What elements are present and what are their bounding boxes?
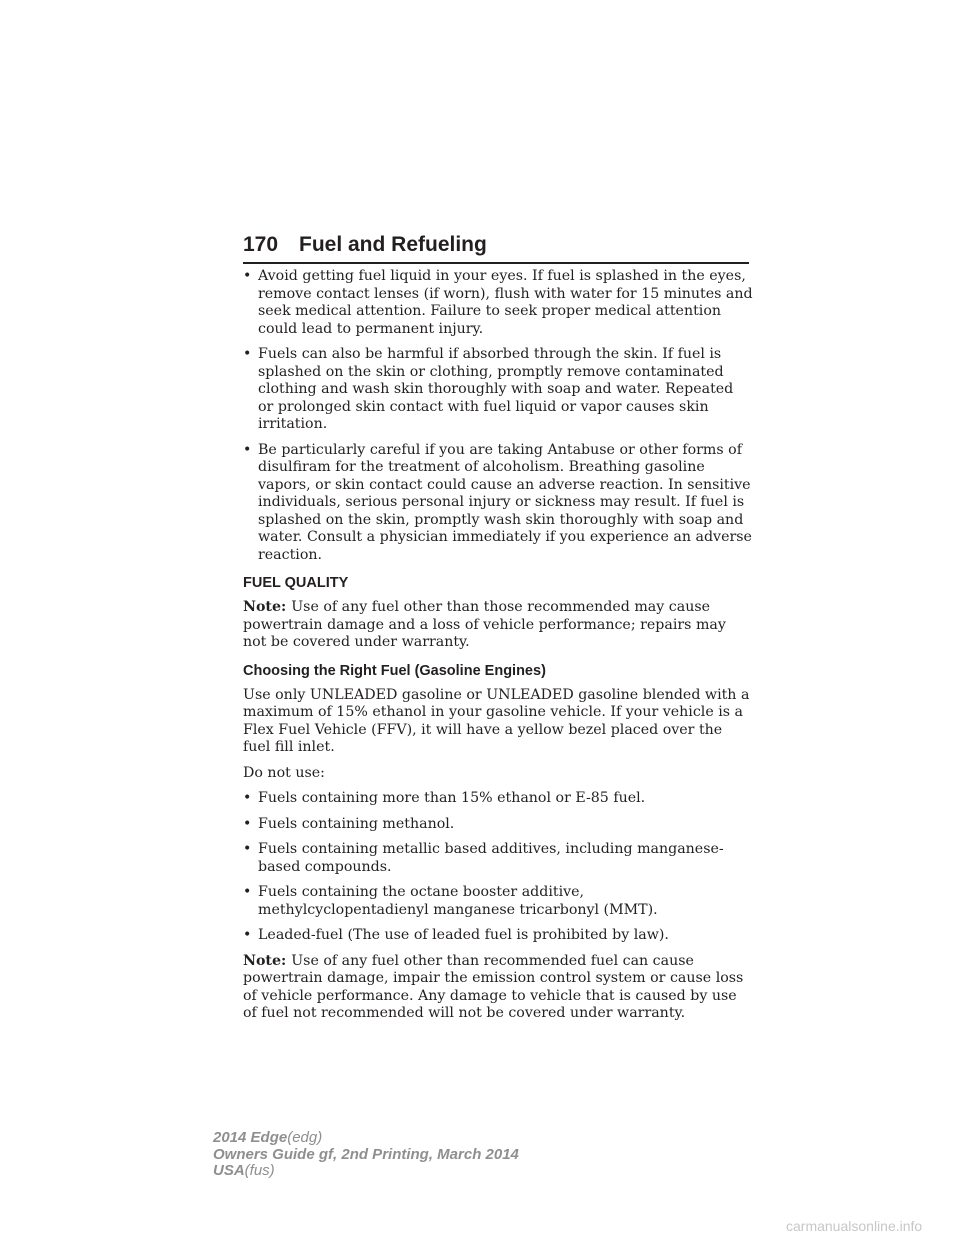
bullet-icon: • <box>243 441 252 458</box>
list-item-text: Fuels containing methanol. <box>258 815 455 832</box>
note-text: Use of any fuel other than those recommended may cause powertrain damage and a loss of vehicle performance; repairs may not be covered under warranty. <box>243 599 726 650</box>
page-content <box>243 268 753 1031</box>
safety-bullet-list <box>243 268 753 564</box>
list-item <box>243 816 753 834</box>
list-item <box>243 884 753 919</box>
list-item-text: Fuels can also be harmful if absorbed through the skin. If fuel is splashed on the skin or clothing, promptly remove contaminated clothing and wash skin thoroughly with soap and water. Repeated or prolonged skin contact with fuel liquid or vapor causes skin irritation. <box>258 346 734 432</box>
list-item <box>243 442 753 565</box>
list-item <box>243 927 753 945</box>
document-footer <box>213 1130 519 1180</box>
note-paragraph <box>243 599 753 652</box>
bullet-icon: • <box>243 268 252 284</box>
note-text: Use of any fuel other than recommended fuel can cause powertrain damage, impair the emission control system or cause loss of vehicle performance. Any damage to vehicle that is caused by use of fuel not recommended will not be covered under warranty. <box>243 952 744 1021</box>
list-item <box>243 841 753 876</box>
do-not-use-label: Do not use: <box>243 764 325 781</box>
page-number: 170 <box>243 233 279 256</box>
footer-market: USA <box>213 1162 245 1179</box>
list-item-text: Be particularly careful if you are taking Antabuse or other forms of disulfiram for the treatment of alcoholism. Breathing gasoline vapors, or skin contact could cause an adverse reaction. In sensitive individuals, serious personal injury or sickness may result. If fuel is splashed on the skin, promptly wash skin thoroughly with soap and water. Consult a physician immediately if you experience an adverse reaction. <box>258 441 752 563</box>
footer-market-line <box>213 1163 519 1180</box>
watermark: carmanualsonline.info <box>786 1218 923 1234</box>
note-paragraph <box>243 953 753 1023</box>
note-label: Note: <box>243 599 292 615</box>
page-title: Fuel and Refueling <box>299 233 487 256</box>
footer-model-line <box>213 1130 519 1147</box>
list-item <box>243 790 753 808</box>
bullet-icon: • <box>243 927 252 943</box>
bullet-icon: • <box>243 790 252 806</box>
list-item <box>243 268 753 338</box>
list-item-text: Fuels containing more than 15% ethanol or E-85 fuel. <box>258 790 646 806</box>
list-item <box>243 346 753 434</box>
footer-model: 2014 Edge <box>213 1129 288 1146</box>
list-item-text: Leaded-fuel (The use of leaded fuel is prohibited by law). <box>258 927 669 943</box>
section-heading-fuel-quality: FUEL QUALITY <box>243 575 349 591</box>
do-not-use-list <box>243 790 753 945</box>
page-header <box>243 232 749 264</box>
note-label: Note: <box>243 952 292 969</box>
bullet-icon: • <box>243 815 252 832</box>
bullet-icon: • <box>243 884 252 900</box>
footer-guide: Owners Guide gf, 2nd Printing, March 2014 <box>213 1145 519 1163</box>
bullet-icon: • <box>243 346 252 362</box>
list-item-text: Fuels containing the octane booster additive, methylcyclopentadienyl manganese tricarbonyl (MMT). <box>258 884 658 918</box>
footer-model-code: (edg) <box>287 1129 323 1146</box>
list-item-text: Avoid getting fuel liquid in your eyes. If fuel is splashed in the eyes, remove contact lenses (if worn), flush with water for 15 minutes and seek medical attention. Failure to seek proper medical attention could lead to permanent injury. <box>258 268 753 337</box>
section-heading-choosing-fuel: Choosing the Right Fuel (Gasoline Engines) <box>243 662 546 679</box>
bullet-icon: • <box>243 841 252 857</box>
footer-market-code: (fus) <box>244 1162 275 1179</box>
intro-paragraph: Use only UNLEADED gasoline or UNLEADED gasoline blended with a maximum of 15% ethanol in your gasoline vehicle. If your vehicle is a Flex Fuel Vehicle (FFV), it will have a yellow bezel placed over the fuel fill inlet. <box>243 686 750 755</box>
list-item-text: Fuels containing metallic based additives, including manganese-based compounds. <box>258 841 724 875</box>
footer-guide-line <box>213 1147 519 1164</box>
